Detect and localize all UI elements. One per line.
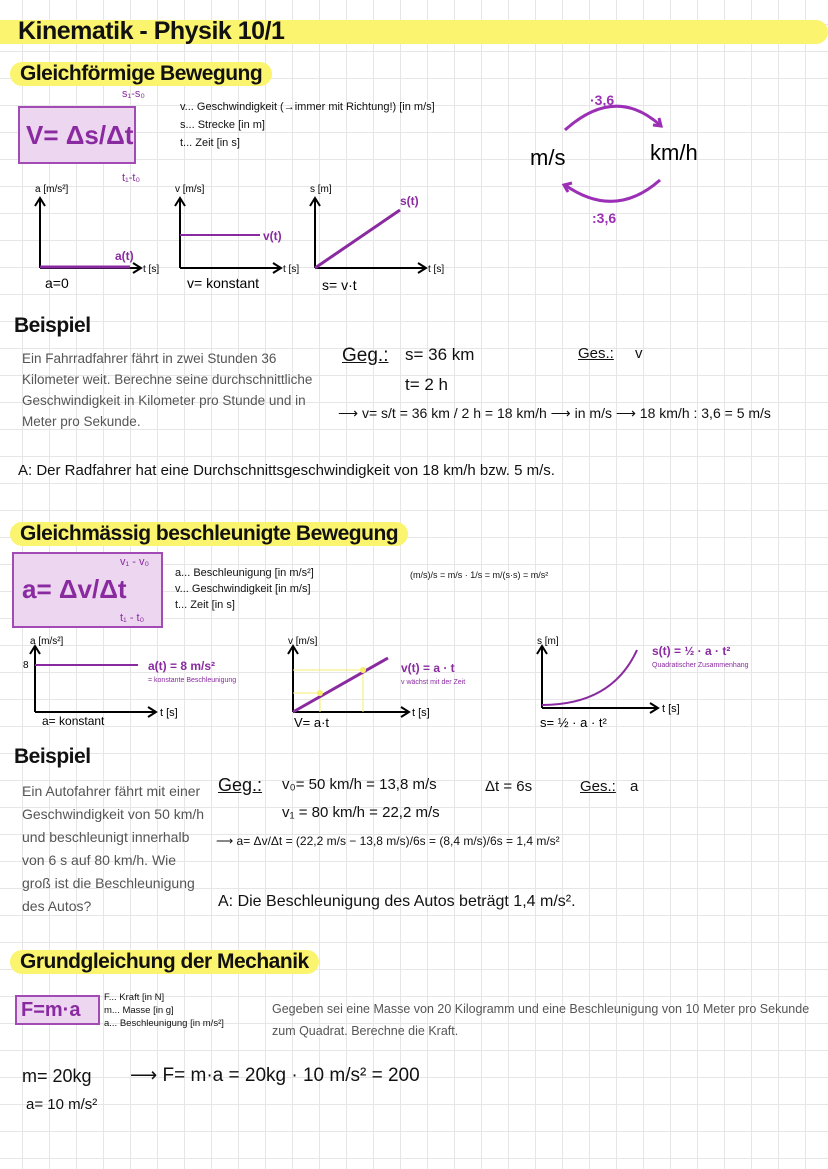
data-point (360, 667, 366, 673)
graph-velocity (288, 636, 465, 730)
calculation-3: ⟶ F= m·a = 20kg · 10 m/s² = 200 (130, 1065, 420, 1086)
factor-multiply: ·3,6 (590, 92, 615, 108)
formula-acceleration: a= Δv/Δt (12, 552, 163, 628)
axis-label-x: t [s] (143, 264, 160, 275)
data-point (317, 690, 323, 696)
curve-note: = konstante Beschleunigung (148, 677, 237, 684)
wanted-value: v (635, 345, 643, 362)
annotation-delta-t: t₁-t₀ (122, 172, 141, 184)
given-distance: s= 36 km (405, 345, 475, 364)
given-delta-t: Δt = 6s (485, 778, 533, 795)
axes (30, 646, 156, 717)
definition-t: t... Zeit [in s] (175, 599, 235, 611)
graphs-accelerated-motion (20, 630, 820, 730)
curve-label: a(t) = 8 m/s² (148, 659, 216, 673)
graph-acceleration (35, 184, 159, 291)
arrow-divide (565, 180, 660, 201)
graph-caption: s= v·t (322, 277, 357, 293)
curve-note: v wächst mit der Zeit (401, 679, 466, 686)
axis-label-y: v [m/s] (288, 636, 318, 647)
section-heading-accelerated-motion: Gleichmässig beschleunigte Bewegung (10, 522, 408, 546)
example-text-2: Ein Autofahrer fährt mit einer Geschwindigkeit von 50 km/h und beschleunigt innerhalb von 6 s auf 80 km/h. Wie groß ist die Beschleunigung des Autos? (22, 783, 205, 914)
arrow-multiply (565, 106, 660, 130)
formula-force: F=m·a (15, 995, 100, 1025)
graph-acceleration (23, 636, 236, 728)
calculation-1: ⟶ v= s/t = 36 km / 2 h = 18 km/h ⟶ in m/s ⟶ 18 km/h : 3,6 = 5 m/s (338, 405, 771, 421)
graph-caption: s= ½ · a · t² (540, 715, 607, 730)
axis-label-y: a [m/s²] (30, 636, 64, 647)
axis-label-y: v [m/s] (175, 184, 205, 195)
page-title: Kinematik - Physik 10/1 (18, 17, 285, 45)
definitions-list (175, 565, 314, 613)
given-v0: v₀= 50 km/h = 13,8 m/s (282, 776, 437, 793)
graph-caption: a=0 (45, 275, 69, 291)
example-text-1: Ein Fahrradfahrer fährt in zwei Stunden 36 Kilometer weit. Berechne seine durchschnittliche Geschwindigkeit in Kilometer pro Stunde und in Meter pro Sekunde. (22, 351, 313, 429)
definitions-list (104, 991, 224, 1030)
example-heading-2: Beispiel (14, 745, 91, 768)
curve-label: a(t) (115, 249, 134, 263)
tick-label: 8 (23, 660, 29, 671)
section-heading-mechanics: Grundgleichung der Mechanik (10, 950, 319, 974)
given-v1: v₁ = 80 km/h = 22,2 m/s (282, 804, 440, 821)
curve-label: s(t) = ½ · a · t² (652, 644, 731, 658)
axes (537, 646, 658, 713)
graph-distance (310, 184, 444, 293)
definition-t: t... Zeit [in s] (180, 137, 240, 149)
definition-v: v... Geschwindigkeit [in m/s] (175, 583, 311, 595)
section-heading-uniform-motion: Gleichförmige Bewegung (10, 62, 272, 86)
axis-label-y: s [m] (537, 636, 559, 647)
annotation-delta-v: v₁ - v₀ (120, 556, 150, 568)
axes (310, 198, 426, 273)
annotation-delta-t: t₁ - t₀ (120, 612, 145, 624)
definition-m: m... Masse [in g] (104, 1005, 174, 1016)
graph-velocity (175, 184, 299, 291)
graphs-uniform-motion (25, 180, 465, 295)
graph-caption: V= a·t (294, 715, 330, 730)
given-label: Geg.: (342, 345, 389, 366)
definition-a: a... Beschleunigung [in m/s²] (104, 1018, 224, 1029)
definition-f: F... Kraft [in N] (104, 992, 165, 1003)
graph-caption: a= konstant (42, 714, 105, 728)
example-heading-1: Beispiel (14, 314, 91, 337)
answer-2: A: Die Beschleunigung des Autos beträgt 1,4 m/s². (218, 893, 576, 910)
factor-divide: :3,6 (592, 210, 617, 226)
wanted-label: Ges.: (580, 778, 616, 795)
unit-conversion-diagram (520, 85, 720, 230)
definitions-list (180, 98, 435, 152)
definition-a: a... Beschleunigung [in m/s²] (175, 567, 314, 579)
curve-note: Quadratischer Zusammenhang (652, 662, 749, 669)
definition-v: v... Geschwindigkeit (→immer mit Richtung!) [in m/s] (180, 101, 435, 113)
calculation-2: ⟶ a= Δv/Δt = (22,2 m/s − 13,8 m/s)/6s = (8,4 m/s)/6s = 1,4 m/s² (216, 834, 560, 848)
graph-distance (537, 636, 749, 730)
curve-line (315, 210, 400, 268)
graph-caption: v= konstant (187, 275, 259, 291)
answer-1: A: Der Radfahrer hat eine Durchschnittsgeschwindigkeit von 18 km/h bzw. 5 m/s. (18, 462, 555, 479)
example-text-3: Gegeben sei eine Masse von 20 Kilogramm und eine Beschleunigung von 10 Meter pro Sekunde zum Quadrat. Berechne die Kraft. (272, 1002, 810, 1038)
given-mass: m= 20kg (22, 1066, 92, 1086)
wanted-value: a (630, 778, 639, 795)
curve-label: s(t) (400, 194, 419, 208)
given-acceleration: a= 10 m/s² (26, 1096, 98, 1113)
given-label: Geg.: (218, 775, 263, 795)
given-time: t= 2 h (405, 375, 449, 394)
curve-label: v(t) = a · t (401, 661, 455, 675)
formula-velocity: V= Δs/Δt (18, 106, 136, 164)
wanted-label: Ges.: (578, 345, 614, 362)
axis-label-y: s [m] (310, 184, 332, 195)
curve-line (293, 658, 388, 712)
unit-derivation: (m/s)/s = m/s · 1/s = m/(s·s) = m/s² (410, 570, 549, 580)
curve-line (542, 650, 637, 705)
axis-label-x: t [s] (283, 264, 300, 275)
curve-label: v(t) (263, 229, 282, 243)
definition-s: s... Strecke [in m] (180, 119, 265, 131)
unit-ms: m/s (530, 145, 566, 170)
axis-label-x: t [s] (428, 264, 445, 275)
axis-label-x: t [s] (160, 707, 178, 719)
axis-label-x: t [s] (662, 703, 680, 715)
annotation-delta-s: s₁-s₀ (122, 88, 145, 100)
axis-label-x: t [s] (412, 707, 430, 719)
axis-label-y: a [m/s²] (35, 184, 69, 195)
unit-kmh: km/h (650, 140, 698, 165)
